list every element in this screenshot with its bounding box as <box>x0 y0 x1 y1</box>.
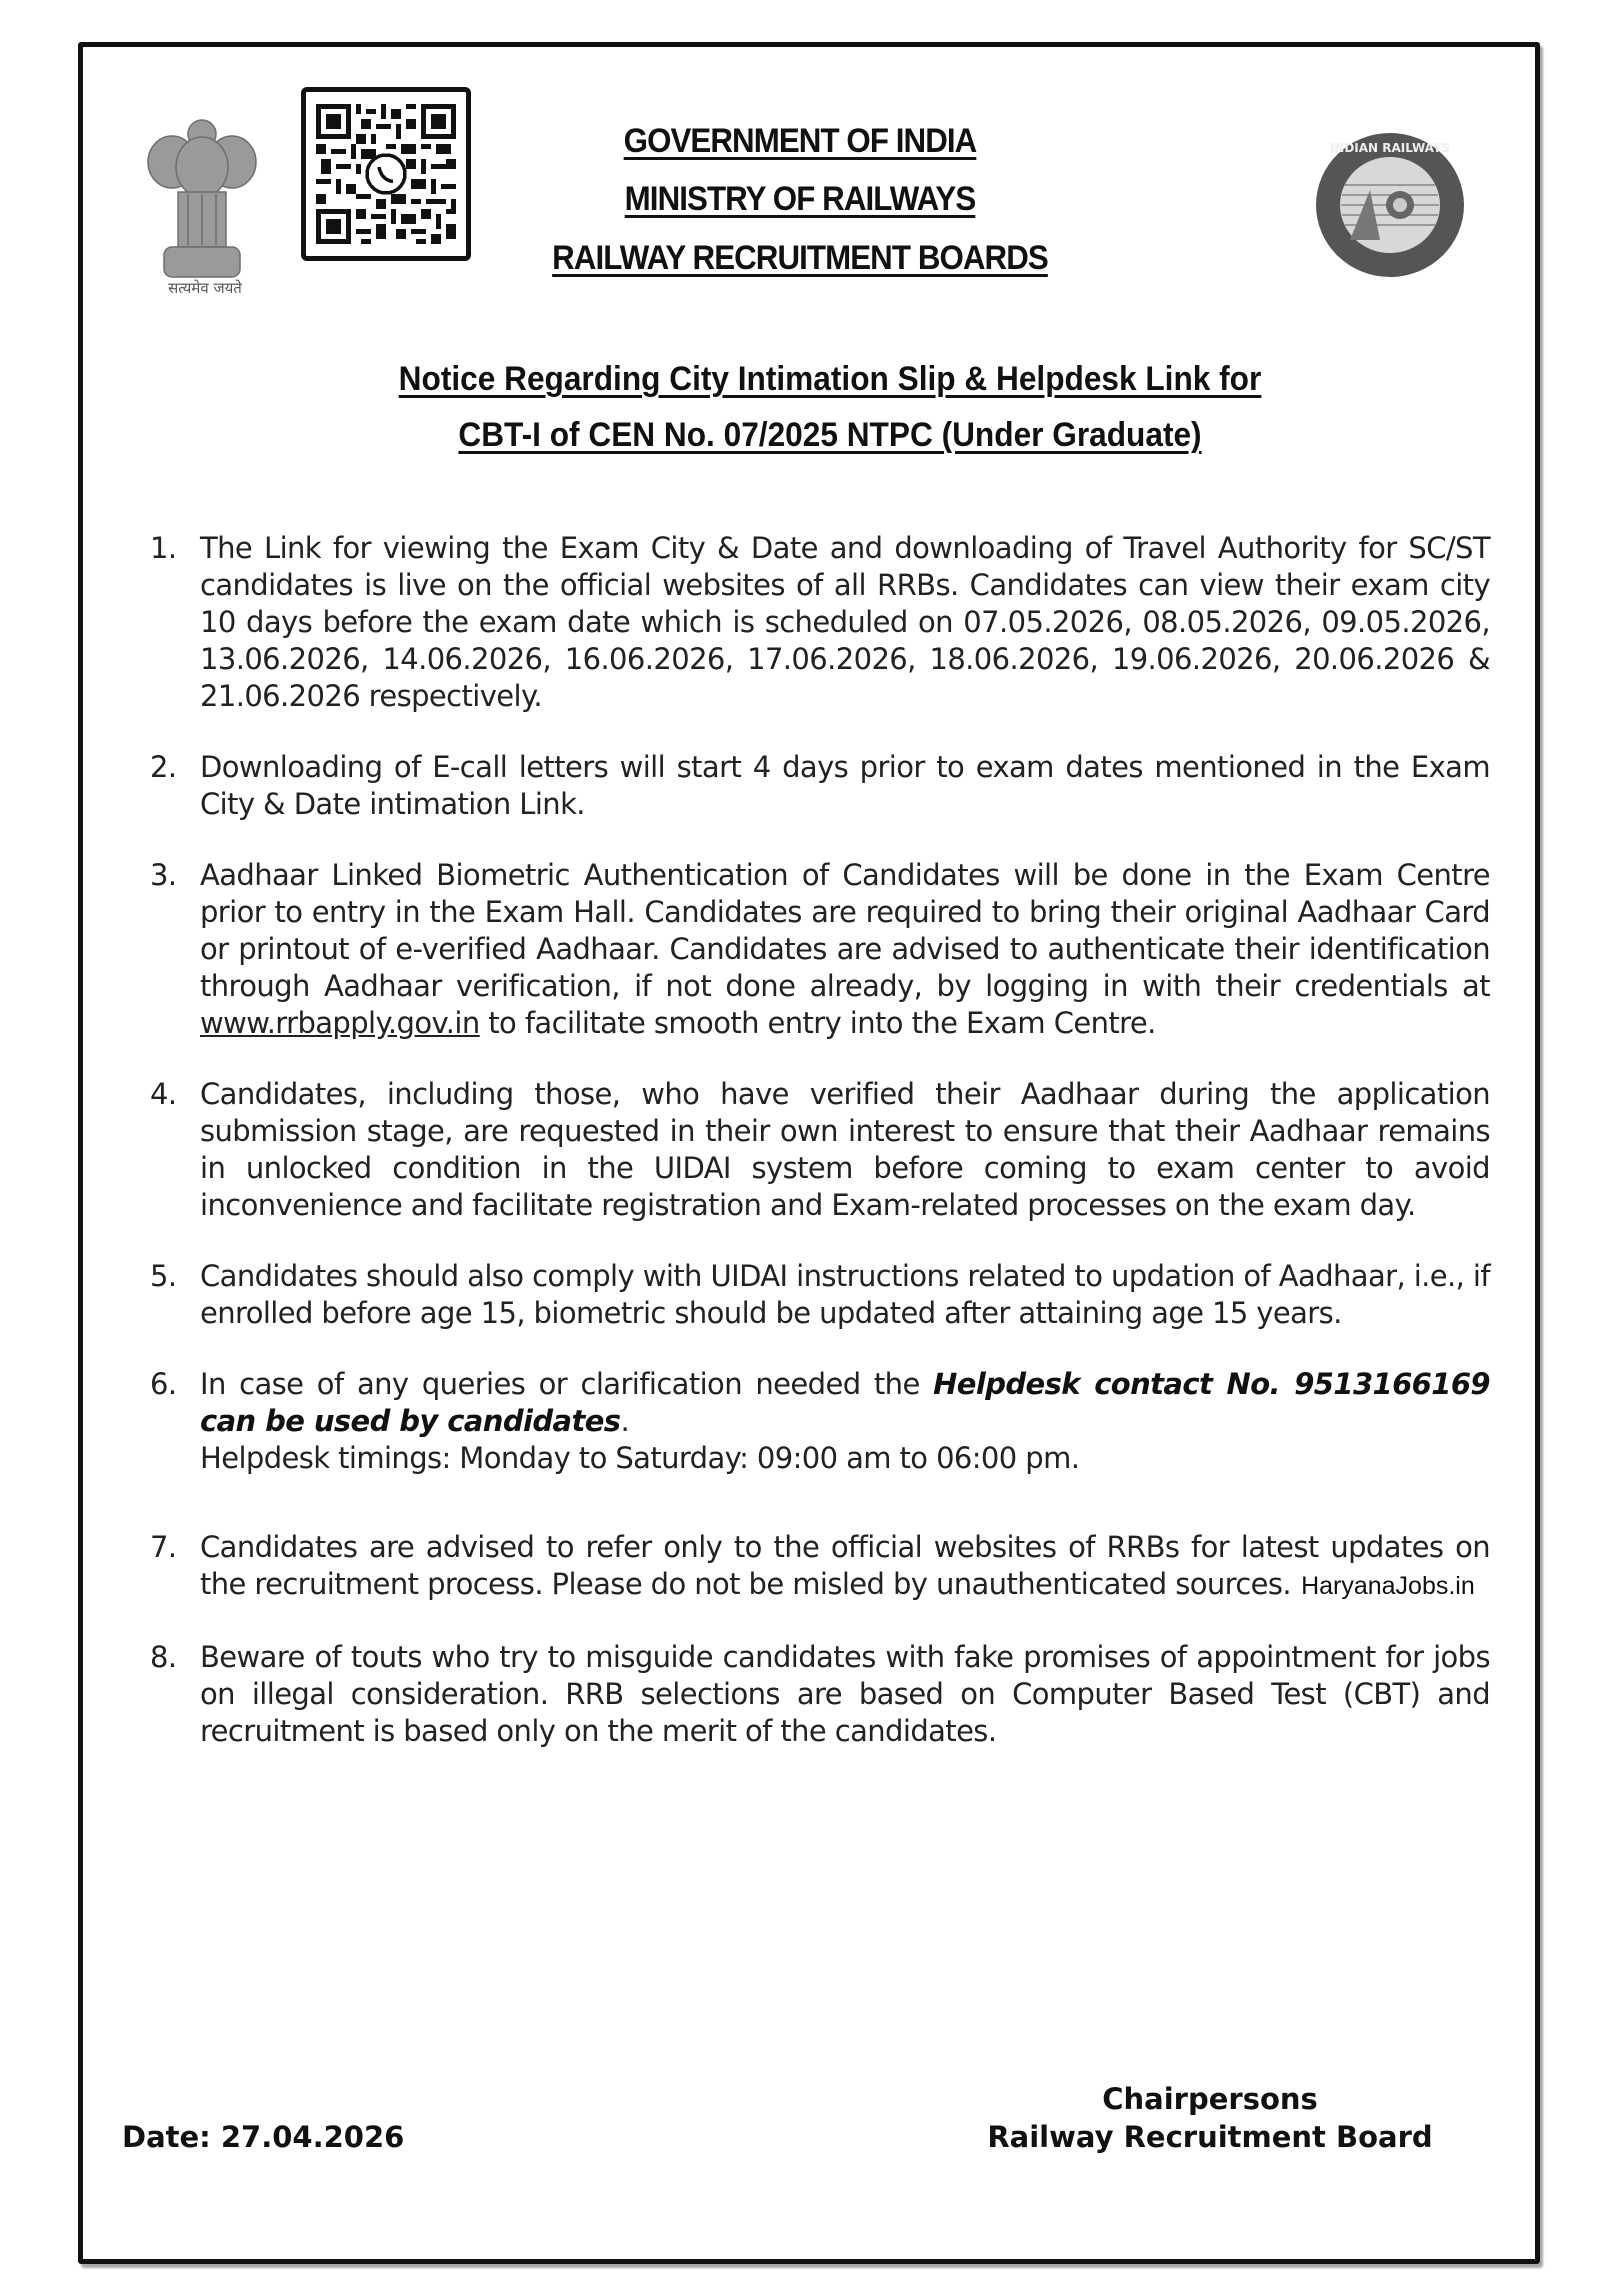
point-text: Candidates should also comply with UIDAI instructions related to updation of Aadhaar, i.e., if enrolled before age 15, biometric should be updated after attaining age 15 years. <box>200 1259 1490 1330</box>
point-text: Downloading of E-call letters will start 4 days prior to exam dates mentioned in the Exam City & Date intimation Link. <box>200 750 1490 821</box>
signatory-org: Railway Recruitment Board <box>987 2120 1433 2154</box>
point-text: Candidates are advised to refer only to the official websites of RRBs for latest updates on the recruitment process. Please do not be misled by unauthenticated sources. <box>200 1530 1490 1601</box>
point-number: 3. <box>150 858 177 892</box>
logo-text: INDIAN RAILWAYS <box>1329 141 1451 155</box>
point-number: 4. <box>150 1077 177 1111</box>
header-ministry: MINISTRY OF RAILWAYS <box>624 180 976 218</box>
indian-railways-logo <box>1310 130 1470 280</box>
notice-date: Date: 27.04.2026 <box>122 2120 405 2154</box>
point-number: 5. <box>150 1259 177 1293</box>
emblem-caption: सत्यमेव जयते <box>168 279 242 297</box>
header-boards: RAILWAY RECRUITMENT BOARDS <box>552 239 1048 277</box>
point-number: 1. <box>150 531 177 565</box>
whatsapp-qr-code[interactable] <box>301 87 471 261</box>
notice-point <box>150 1076 1490 1224</box>
notice-point <box>150 1366 1490 1477</box>
point-text: . <box>620 1404 630 1438</box>
header-government: GOVERNMENT OF INDIA <box>623 122 977 160</box>
notice-point <box>150 530 1490 715</box>
qr-code-icon <box>316 102 456 246</box>
notice-point <box>150 857 1490 1042</box>
point-number: 6. <box>150 1367 177 1401</box>
rrbapply-link[interactable]: www.rrbapply.gov.in <box>200 1006 480 1040</box>
point-number: 8. <box>150 1640 177 1674</box>
notice-point <box>150 1258 1490 1332</box>
point-text: Beware of touts who try to misguide candidates with fake promises of appointment for jobs on illegal consideration. RRB selections are based on Computer Based Test (CBT) and recruitment is based only on the merit of the candidates. <box>200 1640 1490 1748</box>
point-text: Candidates, including those, who have verified their Aadhaar during the application submission stage, are requested in their own interest to ensure that their Aadhaar remains in unlocked condition in the UIDAI system before coming to exam center to avoid inconvenience and facilitate registration and Exam-related processes on the exam day. <box>200 1077 1490 1222</box>
helpdesk-contact: Helpdesk contact No. 9513166169 can be used by candidates <box>200 1367 1490 1438</box>
point-number: 2. <box>150 750 177 784</box>
watermark: HaryanaJobs.in <box>1301 1572 1475 1600</box>
notice-title-line2: CBT-I of CEN No. 07/2025 NTPC (Under Graduate) <box>458 416 1202 454</box>
point-number: 7. <box>150 1530 177 1564</box>
notice-point <box>150 749 1490 823</box>
notice-point <box>150 1639 1490 1750</box>
notice-points-list <box>150 530 1490 1750</box>
notice-title-line1: Notice Regarding City Intimation Slip & Helpdesk Link for <box>398 360 1262 398</box>
point-text: In case of any queries or clarification needed the <box>200 1367 934 1401</box>
point-text: Aadhaar Linked Biometric Authentication of Candidates will be done in the Exam Centre prior to entry in the Exam Hall. Candidates are required to bring their original Aadhaar Card or printout of e-verified Aadhaar. Candidates are advised to authenticate their identification through Aadhaar verification, if not done already, by logging in with their credentials at <box>200 858 1490 1003</box>
notice-point <box>150 1529 1490 1605</box>
helpdesk-timings: Helpdesk timings: Monday to Saturday: 09:00 am to 06:00 pm. <box>200 1441 1080 1475</box>
signatory-title: Chairpersons <box>1102 2082 1318 2116</box>
point-text: to facilitate smooth entry into the Exam Centre. <box>479 1006 1156 1040</box>
point-text: The Link for viewing the Exam City & Date and downloading of Travel Authority for SC/ST candidates is live on the official websites of all RRBs. Candidates can view their exam city 10 days before the exam date which is scheduled on 07.05.2026, 08.05.2026, 09.05.2026, 13.06.2026, 14.06.2026, 16.06.2026, 17.06.2026, 18.06.2026, 19.06.2026, 20.06.2026 & 21.06.2026 respectively. <box>200 531 1490 713</box>
national-emblem-icon <box>142 112 262 302</box>
